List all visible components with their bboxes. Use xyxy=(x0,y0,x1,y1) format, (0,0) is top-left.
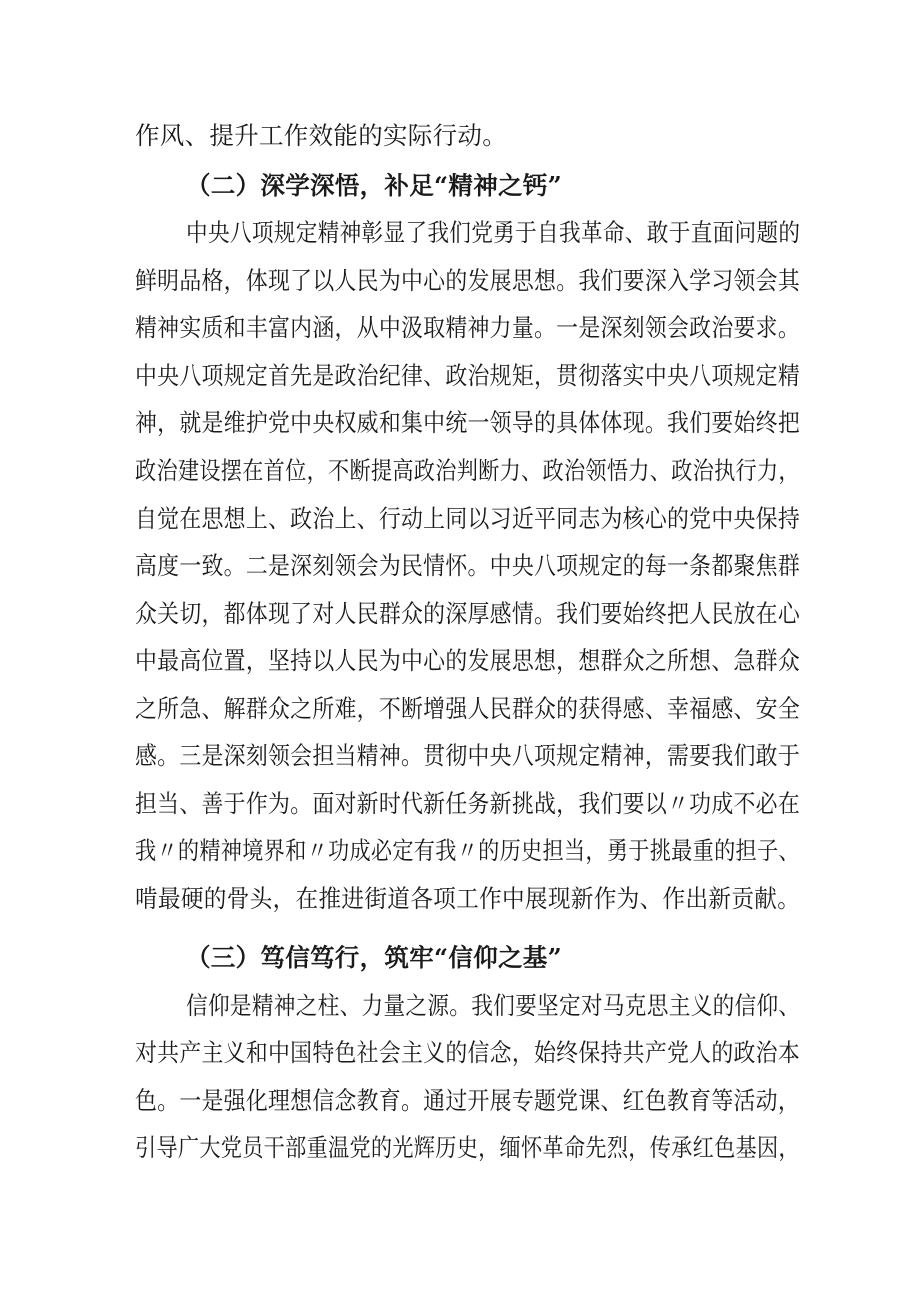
paragraph-line: 中央八项规定精神彰显了我们党勇于自我革命、敢于直面问题的 xyxy=(186,218,801,247)
paragraph-line: 鲜明品格，体现了以人民为中心的发展思想。我们要深入学习领会其 xyxy=(135,266,800,295)
paragraph-line: 高度一致。二是深刻领会为民情怀。中央八项规定的每一条都聚焦群 xyxy=(135,551,800,580)
paragraph-line: 中央八项规定首先是政治纪律、政治规矩，贯彻落实中央八项规定精 xyxy=(135,361,800,390)
paragraph-line: 众关切，都体现了对人民群众的深厚感情。我们要始终把人民放在心 xyxy=(135,599,800,628)
paragraph-line: 神，就是维护党中央权威和集中统一领导的具体体现。我们要始终把 xyxy=(135,408,800,437)
paragraph-line: 精神实质和丰富内涵，从中汲取精神力量。一是深刻领会政治要求。 xyxy=(135,313,800,342)
paragraph-line: 作风、提升工作效能的实际行动。 xyxy=(135,121,507,150)
paragraph-line: 啃最硬的骨头，在推进街道各项工作中展现新作为、作出新贡献。 xyxy=(135,884,801,913)
paragraph-line: 色。一是强化理想信念教育。通过开展专题党课、红色教育等活动， xyxy=(135,1086,800,1115)
paragraph-line: 中最高位置，坚持以人民为中心的发展思想，想群众之所想、急群众 xyxy=(135,646,800,675)
paragraph-line: 之所急、解群众之所难，不断增强人民群众的获得感、幸福感、安全 xyxy=(135,694,800,723)
paragraph-line: 感。三是深刻领会担当精神。贯彻中央八项规定精神，需要我们敢于 xyxy=(135,741,800,770)
paragraph-line: 信仰是精神之柱、力量之源。我们要坚定对马克思主义的信仰、 xyxy=(186,991,801,1020)
section-heading-2: （二）深学深悟，补足“精神之钙” xyxy=(186,171,562,200)
paragraph-line: 我〃的精神境界和〃功成必定有我〃的历史担当，勇于挑最重的担子、 xyxy=(135,836,800,865)
paragraph-line: 担当、善于作为。面对新时代新任务新挑战，我们要以〃功成不必在 xyxy=(135,789,800,818)
paragraph-line: 对共产主义和中国特色社会主义的信念，始终保持共产党人的政治本 xyxy=(135,1038,800,1067)
paragraph-line: 引导广大党员干部重温党的光辉历史，缅怀革命先烈，传承红色基因， xyxy=(135,1133,800,1162)
paragraph-line: 政治建设摆在首位，不断提高政治判断力、政治领悟力、政治执行力， xyxy=(135,456,800,485)
section-heading-3: （三）笃信笃行，筑牢“信仰之基” xyxy=(186,943,562,972)
paragraph-line: 自觉在思想上、政治上、行动上同以习近平同志为核心的党中央保持 xyxy=(135,504,800,533)
